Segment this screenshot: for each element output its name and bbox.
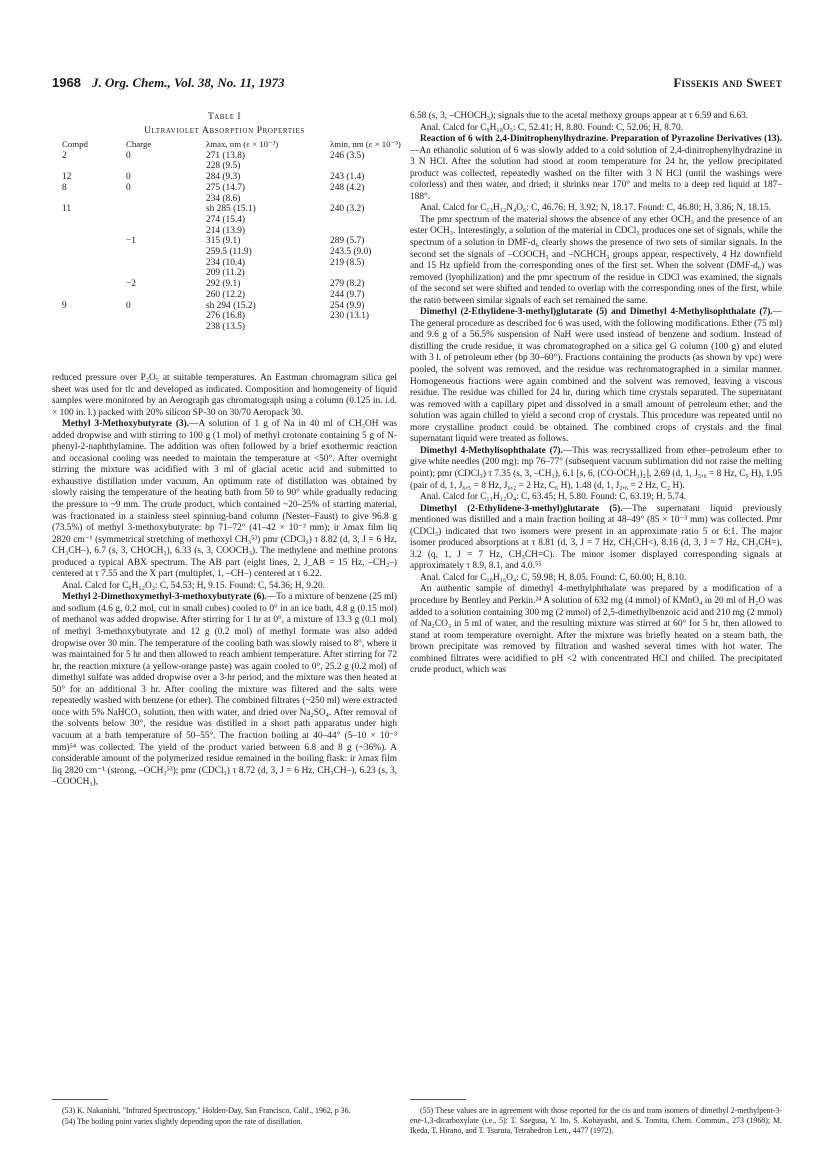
table-row bbox=[62, 151, 420, 162]
page-number: 1968 bbox=[52, 75, 81, 90]
table-cell: 279 (8.2) bbox=[330, 279, 365, 290]
table-cell bbox=[62, 258, 126, 269]
table-cell: 238 (13.5) bbox=[206, 321, 246, 332]
paragraph-text: Anal. Calcd for C₁₀H₁₆O₄: C, 59.98; H, 8.05. Found: C, 60.00; H, 8.10. bbox=[420, 572, 687, 583]
table-title: Ultraviolet Absorption Properties bbox=[144, 126, 305, 136]
table-cell bbox=[62, 290, 126, 301]
paragraph-text: —This was recrystallized from ether–petroleum ether to give white needles (200 mg): mp 76–77° (subsequent vacuum sublimation did not raise the melting point); pmr (CDCl₃) τ 7.35 (s, 3, –CH₃), 6.1 [s, 6, (CO-OCH₃)₂], 2.69 (d, 1, J₅,₆ = 8 Hz, C₅ H), 1.95 (pair of d, 1, J₆,₅ = 8 Hz, J₆,₂ = 2 Hz, C₆ H), 1.48 (d, 1, J₂,₆ = 2 Hz, C₂ H). bbox=[410, 445, 782, 491]
right-column-text bbox=[410, 111, 782, 677]
paragraph-text: Anal. Calcd for C₆H₁₂O₃: C, 54.53; H, 9.15. Found: C, 54.36; H, 9.20. bbox=[62, 580, 325, 591]
table-cell bbox=[62, 236, 126, 247]
paragraph bbox=[410, 446, 782, 492]
table-cell: 240 (3.2) bbox=[330, 204, 365, 215]
table-cell: 289 (5.7) bbox=[330, 236, 365, 247]
table-row bbox=[62, 311, 420, 322]
paragraph-heading: Methyl 2-Dimethoxymethyl-3-methoxybutyrate (6). bbox=[62, 592, 267, 603]
table-cell bbox=[126, 258, 186, 269]
paragraph bbox=[410, 504, 782, 573]
table-cell bbox=[62, 322, 126, 333]
table-cell: 254 (9.9) bbox=[330, 300, 365, 311]
table-cell: 0 bbox=[126, 182, 131, 193]
table-row bbox=[62, 204, 420, 215]
table-cell: 9 bbox=[62, 300, 67, 311]
table-row bbox=[62, 258, 420, 269]
paragraph-text: —A solution of 1 g of Na in 40 ml of CH₃OH was added dropwise and with stirring to 100 g (1 mol) of methyl crotonate containing 5 g of N-phenyl-2-naphthylamine. The addition was often followed by a brief exothermic reaction and occasional cooling was needed to maintain the temperature at <50°. After overnight stirring the mixture was acidified with 3 ml of glacial acetic acid and submitted to exhaustive distillation under vacuum. An optimum rate of distillation was obtained by slowly raising the temperature of the heating bath from 50 to 90° while gradually reducing the pressure to ~9 mm. The crude product, which contained ~20–25% of starting material, was fractionated in a stainless steel spinning-band column (Nester–Faust) to give 96.8 g (73.5%) of methyl 3-methoxybutyrate: bp 71–72° (41–42 × 10⁻³ mm); ir λmax film liq 2820 cm⁻¹ (symmetrical stretching of methoxyl CH₃⁵³) pmr (CDCl₃) τ 8.82 (d, 3, J = 6 Hz, CH₃CH–), 6.7 (s, 3, CHOCH₃), 6.33 (s, 3, COOCH₃). The methylene and methine protons produced a typical ABX spectrum. The AB part (eight lines, 2, J_AB = 15 Hz, –CH₂–) centered at τ 7.55 and the X part (multiplet, 1, –CH–) centered at τ 6.22. bbox=[52, 419, 397, 580]
left-column-text bbox=[52, 373, 397, 789]
paragraph-text: Anal. Calcd for C₁₁H₁₂O₄: C, 63.45; H, 5.80. Found: C, 63.19; H, 5.74. bbox=[420, 492, 687, 503]
table-cell bbox=[330, 215, 420, 226]
table-cell: 209 (11.2) bbox=[206, 268, 245, 279]
paragraph bbox=[52, 581, 397, 593]
table-cell bbox=[330, 268, 420, 279]
table-row bbox=[62, 301, 420, 312]
table-cell: 0 bbox=[126, 300, 131, 311]
table-row bbox=[62, 268, 420, 279]
table-cell: 12 bbox=[62, 172, 72, 183]
table-cell: 214 (13.9) bbox=[206, 225, 246, 236]
paragraph bbox=[52, 373, 397, 419]
table-cell: 8 bbox=[62, 182, 67, 193]
table-cell bbox=[126, 215, 186, 226]
paragraph-text: —The general procedure as described for 6 was used, with the following modifications. Ether (75 ml) and 9.6 g of a 56.5% suspension of NaH were used instead of benzene and sodium. Instead of distilling the crude residue, it was chromatographed on a silica gel G column (100 g) and eluted with 3 l. of petroleum ether (bp 30–60°). Fractions containing the products (as shown by vpc) were pooled, the solvent was removed, and the residue was rechromatographed in a similar manner. Homogeneous fractions were again combined and the solvent was removed, leaving a viscous residue. The residue was chilled for 24 hr, during which time crystals separated. The supernatant was removed with a capillary pipet and dissolved in a small amount of petroleum ether, and the solution was again chilled to yield a second crop of crystals. This procedure was repeated until no more crystalline product could be obtained. The combined crops of crystals and the final supernatant liquid were treated as follows. bbox=[410, 307, 782, 445]
table-cell bbox=[62, 215, 126, 226]
table-cell: 219 (8.5) bbox=[330, 257, 365, 268]
table-row bbox=[62, 322, 420, 333]
paragraph-heading: Methyl 3-Methoxybutyrate (3). bbox=[62, 419, 190, 430]
uv-absorption-table bbox=[62, 139, 420, 333]
table-row bbox=[62, 215, 420, 226]
paragraph-text: reduced pressure over P₂O₅ at suitable temperatures. An Eastman chromagram silica gel sheet was used for tlc and developed as indicated. Composition and homogeneity of liquid samples were monitored by an Aerograph gas chromatograph using a column (0.125 in. i.d. × 100 in. l.) packed with 20% silicon SP-30 on 30/70 Aeropack 30. bbox=[52, 373, 397, 418]
table-header-row bbox=[62, 139, 420, 151]
table-cell bbox=[126, 161, 186, 172]
footnote-rule-left bbox=[52, 1099, 108, 1100]
paragraph bbox=[410, 203, 782, 215]
col-header-compd: Compd bbox=[62, 139, 88, 149]
table-cell: 243 (1.4) bbox=[330, 172, 365, 183]
table-cell: sh 285 (15.1) bbox=[206, 204, 256, 215]
table-cell bbox=[126, 290, 186, 301]
table-cell: 284 (9.3) bbox=[206, 172, 241, 183]
table-cell bbox=[62, 194, 126, 205]
footnotes-right bbox=[410, 1106, 782, 1137]
paragraph-text: 6.58 (s, 3, –CHOCH₃); signals due to the acetal methoxy groups appear at τ 6.59 and 6.63. bbox=[410, 111, 749, 121]
table-cell: −2 bbox=[126, 279, 136, 290]
table-cell bbox=[126, 268, 186, 279]
table-cell: 0 bbox=[126, 150, 131, 161]
table-cell bbox=[126, 204, 186, 215]
table-cell: 315 (9.1) bbox=[206, 236, 241, 247]
table-row bbox=[62, 279, 420, 290]
table-cell bbox=[62, 247, 126, 258]
running-authors: Fissekis and Sweet bbox=[673, 75, 782, 90]
paragraph bbox=[410, 123, 782, 135]
paragraph bbox=[52, 592, 397, 788]
table-cell: 0 bbox=[126, 172, 131, 183]
table-cell bbox=[62, 161, 126, 172]
table-cell bbox=[330, 226, 420, 237]
table-row bbox=[62, 236, 420, 247]
paragraph bbox=[410, 215, 782, 307]
table-cell bbox=[330, 322, 420, 333]
table-cell: 259.5 (11.9) bbox=[206, 247, 252, 258]
col-header-charge: Charge bbox=[126, 139, 152, 149]
paragraph-text: —The supernatant liquid previously mentioned was distilled and a main fraction boiling at 48–49° (85 × 10⁻³ mm) was collected. Pmr (CDCl₃) indicated that two isomers were present in an approximate ratio 5 or 6:1. The major isomer produced absorptions at τ 8.81 (d, 3, J = 7 Hz, CH₃CH<), 8.16 (d, 3, J = 7 Hz, CH₃CH=), 3.2 (q, 1, J = 7 Hz, CH₃CH=C). The minor isomer displayed corresponding signals at approximately τ 8.9, 8.1, and 4.0.⁵⁵ bbox=[410, 503, 782, 572]
footnote: (55) These values are in agreement with those reported for the cis and trans isomers of dimethyl 2-methylpent-3-ene-1,3-dicarboxylate (i.e., 5): T. Saegusa, Y. Ito, S. Kobayashi, and S. Tomita, Chem. Commun., 273 (1968); M. Ikeda, T. Hirano, and T. Tsuruta, Tetrahedron Lett., 4477 (1972). bbox=[410, 1106, 782, 1135]
paragraph-heading: Dimethyl (2-Ethylidene-3-methyl)glutarate (5) and Dimethyl 4-Methylisophthalate (7). bbox=[420, 307, 773, 318]
paragraph bbox=[410, 134, 782, 203]
paragraph-heading: Reaction of 6 with 2,4-Dinitrophenylhydrazine. Preparation of Pyrazoline Derivatives (13). bbox=[420, 134, 782, 145]
table-cell: 246 (3.5) bbox=[330, 150, 365, 161]
table-number: Table I bbox=[207, 112, 242, 122]
table-cell: −1 bbox=[126, 236, 136, 247]
table-cell bbox=[62, 226, 126, 237]
table-row bbox=[62, 161, 420, 172]
table-cell bbox=[126, 194, 186, 205]
table-cell: 234 (10.4) bbox=[206, 257, 246, 268]
table-row bbox=[62, 183, 420, 194]
table-cell: sh 294 (15.2) bbox=[206, 300, 256, 311]
table-cell: 276 (16.8) bbox=[206, 311, 246, 322]
paragraph-text: Anal. Calcd for C₉H₁₈O₅: C, 52.41; H, 8.80. Found: C, 52.06; H, 8.70. bbox=[420, 122, 683, 133]
paragraph-text: The pmr spectrum of the material shows the absence of any ether OCH₃ and the presence of an ester OCH₃. Interestingly, a solution of the material in CDCl₃ produces one set of signals, while the spectrum of a solution in DMF-d₆ clearly shows the presence of two sets of similar signals. In the second set the signals of –COOCH₃ and –NCHCH₃ groups appear, respectively, 4 Hz downfield and 15 Hz upfield from the corresponding ones of the first set. When the solvent (DMF-d₆) was removed (lyophilization) and the pmr spectrum of the residue in CDCl was examined, the signals of the second set were shifted and tended to overlap with the corresponding ones of the first, while the ratio between similar signals of each set remained the same. bbox=[410, 214, 782, 306]
footnote-rule-right bbox=[410, 1099, 466, 1100]
table-cell bbox=[62, 311, 126, 322]
table-cell: 244 (9.7) bbox=[330, 289, 365, 300]
paragraph bbox=[410, 111, 782, 123]
table-cell: 260 (12.2) bbox=[206, 289, 246, 300]
table-cell: 274 (15.4) bbox=[206, 214, 246, 225]
table-cell: 11 bbox=[62, 204, 72, 215]
table-cell: 234 (8.6) bbox=[206, 193, 241, 204]
table-cell: 292 (9.1) bbox=[206, 279, 241, 290]
table-cell bbox=[126, 322, 186, 333]
page-header bbox=[52, 75, 782, 93]
table-cell: 248 (4.2) bbox=[330, 182, 365, 193]
table-row bbox=[62, 290, 420, 301]
table-cell bbox=[62, 268, 126, 279]
footnote: (53) K. Nakanishi, "Infrared Spectroscopy," Holden-Day, San Francisco, Calif., 1962, p 36. bbox=[62, 1106, 351, 1115]
journal-citation: J. Org. Chem., Vol. 38, No. 11, 1973 bbox=[92, 75, 285, 90]
table-cell bbox=[330, 194, 420, 205]
table-cell bbox=[126, 311, 186, 322]
table-cell bbox=[126, 247, 186, 258]
table-cell bbox=[126, 226, 186, 237]
col-header-lambda-min: λmin, nm (ε × 10⁻³) bbox=[330, 139, 401, 149]
paragraph bbox=[410, 492, 782, 504]
table-row bbox=[62, 172, 420, 183]
paragraph-text: —To a mixture of benzene (25 ml) and sodium (4.6 g, 0.2 mol, cut in small cubes) cooled to 0° in an ice bath, 4.8 g (0.15 mol) of methanol was added dropwise. After stirring for 1 hr at 0°, a mixture of 13.3 g (0.1 mol) of methyl 3-methoxybutyrate and 12 g (0.2 mol) of methyl formate was also added dropwise over 30 min. The temperature of the cooling bath was slowly raised to 8°, where it was maintained for 5 hr and then allowed to reach ambient temperature. After stirring for 72 hr, the reaction mixture (a yellow-orange paste) was again cooled to 0°, 25.2 g (0.2 mol) of dimethyl sulfate was added dropwise over a 3-hr period, and the mixture was then heated at 50° for an additional 3 hr. After cooling the mixture was filtered and the salts were repeatedly washed with benzene (or ether). The combined filtrates (~250 ml) were extracted once with 5% NaHCO₃ solution, then with water, and dried over Na₂SO₄. After removal of the solvents below 30°, the residue was distilled in a short path apparatus under high vacuum at a bath temperature of 50–55°. The fraction boiling at 40–44° (5–10 × 10⁻³ mm)⁵⁴ was collected. The yield of the product varied between 6.8 and 8 g (~36%). A considerable amount of the polymerized residue remained in the boiling flask: ir λmax film liq 2820 cm⁻¹ (strong, –OCH₃⁵³); pmr (CDCl₃) τ 8.72 (d, 3, J = 6 Hz, CH₃CH–), 6.23 (s, 3, –COOCH₃), bbox=[52, 592, 397, 788]
table-cell: 243.5 (9.0) bbox=[330, 247, 372, 258]
table-cell: 228 (9.5) bbox=[206, 161, 241, 172]
table-body bbox=[62, 151, 420, 333]
paragraph-text: —An ethanolic solution of 6 was slowly added to a cold solution of 2,4-dinitrophenylhydrazine in 3 N HCl. After the solution had stood at room temperature for 24 hr, the yellow precipitated product was collected, repeatedly washed on the filter with 3 N HCl (until the washings were colorless) and then water, and dried; it shrinks near 170° and melts to a deep red liquid at 187–188°. bbox=[410, 145, 782, 202]
paragraph bbox=[410, 573, 782, 585]
footnotes-left bbox=[52, 1106, 397, 1128]
table-cell bbox=[330, 161, 420, 172]
paragraph-heading: Dimethyl 4-Methylisophthalate (7). bbox=[420, 445, 563, 456]
paragraph bbox=[410, 307, 782, 446]
table-cell: 2 bbox=[62, 150, 67, 161]
col-header-lambda-max: λmax, nm (ε × 10⁻³) bbox=[206, 139, 279, 149]
table-cell bbox=[62, 279, 126, 290]
paragraph-heading: Dimethyl (2-Ethylidene-3-methyl)glutarate (5). bbox=[420, 503, 623, 514]
table-row bbox=[62, 226, 420, 237]
table-row bbox=[62, 194, 420, 205]
table-cell: 230 (13.1) bbox=[330, 311, 370, 322]
paragraph-text: An authentic sample of dimethyl 4-methylphthalate was prepared by a modification of a procedure by Bentley and Perkin.²⁴ A solution of 632 mg (4 mmol) of KMnO₄ in 20 ml of H₂O was added to a solution containing 300 mg (2 mmol) of 2,5-dimethylbenzoic acid and 210 mg (2 mmol) of Na₂CO₃ in 5 ml of water, and the resulting mixture was stirred at 60° for 5 hr, then allowed to stand at room temperature overnight. After the mixture was briefly heated on a steam bath, the brown precipitate was removed by filtration and washed several times with hot water. The combined filtrates were acidified to pH <2 with concentrated HCl and chilled. The precipitated crude product, which was bbox=[410, 584, 782, 676]
table-cell: 271 (13.8) bbox=[206, 150, 246, 161]
paragraph-text: Anal. Calcd for C₁₃H₁₂N₄O₆: C, 46.76; H, 3.92; N, 18.17. Found: C, 46.80; H, 3.86; N, 18.15. bbox=[420, 203, 771, 214]
paragraph bbox=[410, 584, 782, 676]
table-row bbox=[62, 247, 420, 258]
table-cell: 275 (14.7) bbox=[206, 182, 246, 193]
paragraph bbox=[52, 419, 397, 581]
footnote: (54) The boiling point varies slightly depending upon the rate of distillation. bbox=[62, 1117, 303, 1126]
